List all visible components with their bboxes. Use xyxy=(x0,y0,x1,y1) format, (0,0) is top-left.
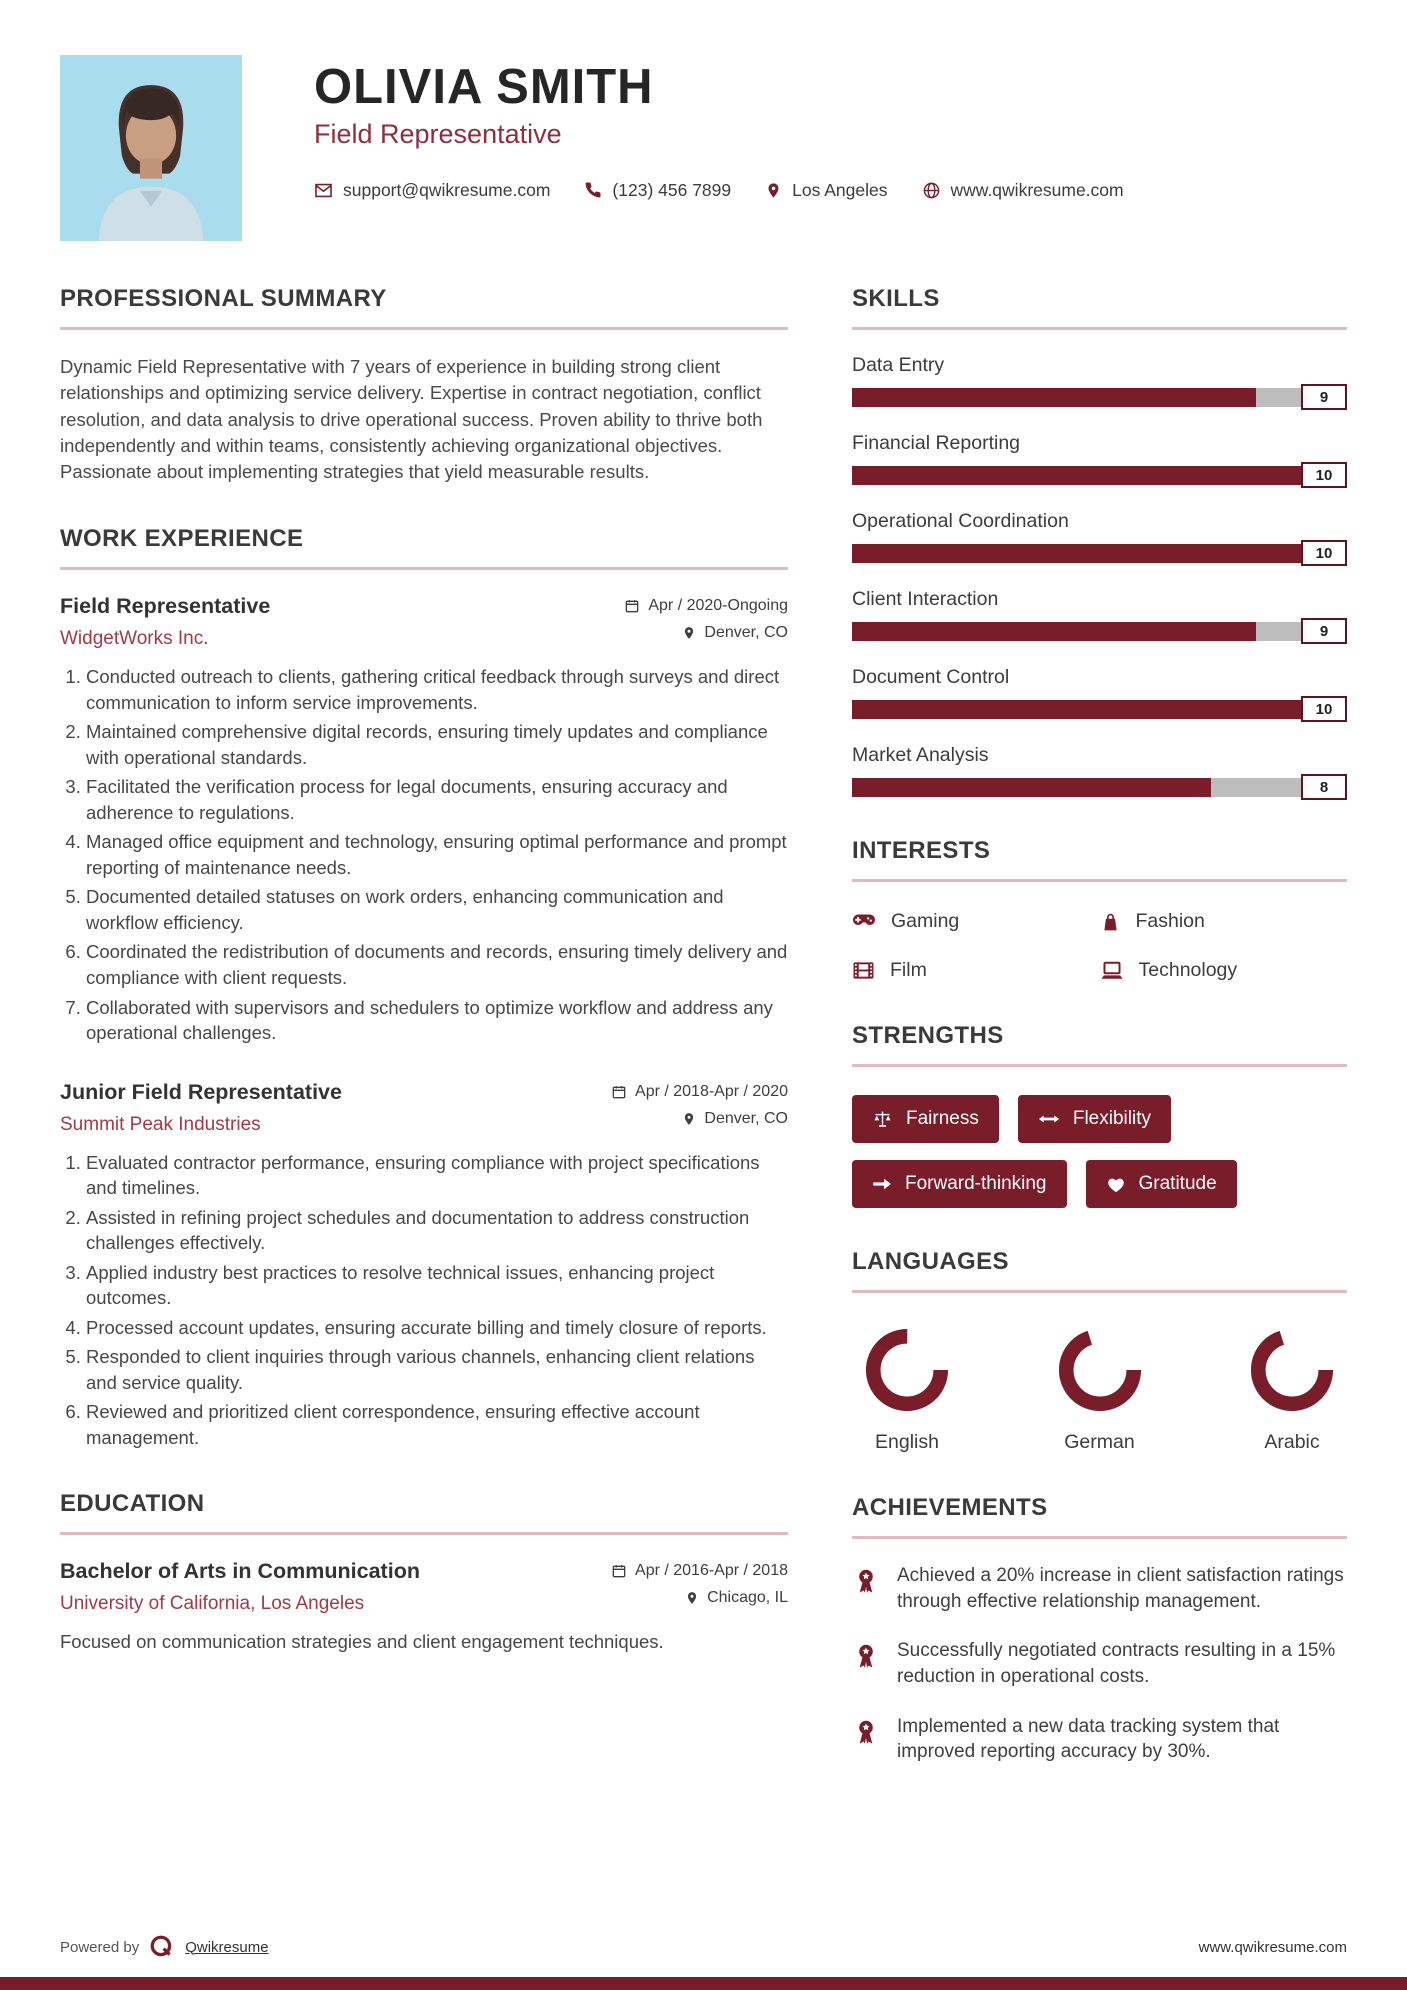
strength-gratitude xyxy=(1086,1160,1237,1208)
job-date xyxy=(624,597,788,615)
interest-technology xyxy=(1100,959,1348,982)
right-column xyxy=(852,285,1347,1805)
interest-gaming xyxy=(852,910,1100,933)
job-bullet: 7. Collaborated with supervisors and schedulers to optimize workflow and address any operational challenges. xyxy=(86,995,788,1046)
email-icon xyxy=(314,181,333,200)
job-title: Field Representative xyxy=(60,594,271,619)
job-bullet: 2. Maintained comprehensive digital records, ensuring timely updates and compliance with operational standards. xyxy=(86,719,788,770)
skill-fill xyxy=(852,778,1211,797)
skill-item xyxy=(852,666,1347,719)
languages-list xyxy=(852,1317,1347,1454)
qwikresume-brand-link[interactable]: Qwikresume xyxy=(185,1938,269,1956)
skill-bar xyxy=(852,388,1347,407)
achievement-text: Implemented a new data tracking system that improved reporting accuracy by 30%. xyxy=(897,1715,1280,1763)
skill-item xyxy=(852,510,1347,563)
job-bullet: 4. Managed office equipment and technology, ensuring optimal performance and prompt reporting of maintenance needs. xyxy=(86,829,788,880)
education-head xyxy=(60,1559,788,1615)
job-company: WidgetWorks Inc. xyxy=(60,628,209,650)
skill-item xyxy=(852,354,1347,407)
skill-fill xyxy=(852,622,1256,641)
left-column xyxy=(60,285,788,1805)
achievement-item xyxy=(852,1714,1347,1765)
interests-heading: INTERESTS xyxy=(852,837,1347,882)
laptop-icon xyxy=(1100,961,1124,981)
strength-flexibility xyxy=(1018,1095,1171,1143)
page-footer xyxy=(60,1934,1347,1960)
skill-score-badge: 9 xyxy=(1301,618,1347,644)
job-bullet: 3. Applied industry best practices to resolve technical issues, enhancing project outcomes. xyxy=(86,1260,788,1311)
skill-name: Data Entry xyxy=(852,354,945,376)
interest-fashion xyxy=(1100,910,1348,933)
achievements-heading: ACHIEVEMENTS xyxy=(852,1494,1347,1539)
language-item xyxy=(862,1325,952,1454)
languages-heading: LANGUAGES xyxy=(852,1248,1347,1293)
education-location-text: Chicago, IL xyxy=(707,1589,788,1607)
skill-track xyxy=(852,622,1301,641)
section-strengths xyxy=(852,1022,1347,1208)
qwikresume-logo-icon xyxy=(149,1934,175,1960)
section-education xyxy=(60,1490,788,1655)
scale-icon xyxy=(872,1109,893,1130)
education-school: University of California, Los Angeles xyxy=(60,1593,365,1615)
skill-name: Market Analysis xyxy=(852,744,989,766)
contact-location[interactable] xyxy=(765,180,887,201)
summary-heading: PROFESSIONAL SUMMARY xyxy=(60,285,788,330)
pin-icon xyxy=(682,1111,696,1127)
job-bullet-list xyxy=(60,664,788,1045)
section-work-experience xyxy=(60,525,788,1450)
language-gauge xyxy=(862,1325,952,1415)
medal-icon xyxy=(852,1716,880,1748)
section-professional-summary xyxy=(60,285,788,485)
powered-by-label: Powered by xyxy=(60,1938,140,1956)
skills-list xyxy=(852,354,1347,797)
arrow-right-icon xyxy=(872,1176,892,1192)
job-bullet: 1. Evaluated contractor performance, ensuring compliance with project specifications and timelines. xyxy=(86,1150,788,1201)
skill-name: Document Control xyxy=(852,666,1010,688)
achievement-text: Successfully negotiated contracts resulting in a 15% reduction in operational costs. xyxy=(897,1640,1336,1687)
contact-website[interactable] xyxy=(922,180,1124,201)
job-entry xyxy=(60,1080,788,1451)
interest-film xyxy=(852,959,1100,982)
language-item xyxy=(1055,1325,1145,1454)
film-icon xyxy=(852,961,875,980)
skill-bar xyxy=(852,622,1347,641)
strength-label: Gratitude xyxy=(1138,1173,1217,1194)
job-left xyxy=(60,1080,342,1136)
education-left xyxy=(60,1559,420,1615)
gamepad-icon xyxy=(852,913,876,931)
job-entry xyxy=(60,594,788,1045)
contact-row xyxy=(314,180,1158,201)
language-gauge xyxy=(1247,1325,1337,1415)
skill-track xyxy=(852,778,1301,797)
job-location xyxy=(682,1110,788,1128)
medal-icon xyxy=(852,1640,880,1672)
section-achievements xyxy=(852,1494,1347,1765)
interests-grid xyxy=(852,906,1347,982)
language-label: German xyxy=(1064,1431,1135,1453)
skills-heading: SKILLS xyxy=(852,285,1347,330)
job-bullet: 1. Conducted outreach to clients, gathering critical feedback through surveys and direct communication to inform service improvements. xyxy=(86,664,788,715)
job-head xyxy=(60,594,788,650)
contact-phone-text: (123) 456 7899 xyxy=(612,179,732,200)
skill-track xyxy=(852,388,1301,407)
job-location-text: Denver, CO xyxy=(704,624,788,642)
person-name: OLIVIA SMITH xyxy=(314,60,654,114)
education-description: Focused on communication strategies and client engagement techniques. xyxy=(60,1631,664,1653)
education-date-text: Apr / 2016-Apr / 2018 xyxy=(635,1562,788,1580)
job-left xyxy=(60,594,270,650)
resume-header xyxy=(60,55,1347,241)
section-interests xyxy=(852,837,1347,982)
globe-icon xyxy=(922,181,941,200)
education-heading: EDUCATION xyxy=(60,1490,788,1535)
skill-track xyxy=(852,544,1301,563)
education-degree: Bachelor of Arts in Communication xyxy=(60,1559,420,1584)
job-head xyxy=(60,1080,788,1136)
skill-name: Client Interaction xyxy=(852,588,999,610)
job-company: Summit Peak Industries xyxy=(60,1113,261,1135)
profile-photo xyxy=(60,55,242,241)
job-location-text: Denver, CO xyxy=(704,1109,788,1127)
strength-label: Forward-thinking xyxy=(905,1173,1047,1194)
pin-icon xyxy=(682,625,696,641)
education-right xyxy=(611,1559,788,1607)
skill-bar xyxy=(852,544,1347,563)
skill-fill xyxy=(852,544,1301,563)
strength-label: Fairness xyxy=(906,1108,979,1129)
contact-location-text: Los Angeles xyxy=(792,179,888,200)
interest-label: Fashion xyxy=(1135,910,1205,932)
job-right xyxy=(624,594,788,642)
person-job-title: Field Representative xyxy=(314,118,562,149)
heart-icon xyxy=(1106,1175,1126,1193)
job-location xyxy=(682,624,788,642)
achievement-item xyxy=(852,1563,1347,1614)
job-bullet: 5. Responded to client inquiries through various channels, enhancing client relations and service quality. xyxy=(86,1344,788,1395)
skill-bar xyxy=(852,466,1347,485)
job-bullet: 6. Reviewed and prioritized client correspondence, ensuring effective account management. xyxy=(86,1399,788,1450)
handbag-icon xyxy=(1100,911,1121,933)
job-bullet: 4. Processed account updates, ensuring accurate billing and timely closure of reports. xyxy=(86,1315,788,1341)
location-pin-icon xyxy=(765,181,782,200)
left-right-arrow-icon xyxy=(1038,1111,1060,1127)
strengths-list xyxy=(852,1091,1347,1208)
skill-score-badge: 9 xyxy=(1301,384,1347,410)
job-right xyxy=(611,1080,788,1128)
footer-accent-bar xyxy=(0,1977,1407,1990)
job-date xyxy=(611,1083,788,1101)
achievement-text: Achieved a 20% increase in client satisfaction ratings through effective relationship management. xyxy=(897,1565,1344,1612)
skill-bar xyxy=(852,778,1347,797)
interest-label: Film xyxy=(890,959,927,981)
skill-track xyxy=(852,466,1301,485)
phone-icon xyxy=(584,181,602,199)
contact-email-text: support@qwikresume.com xyxy=(343,179,551,200)
footer-website-link[interactable]: www.qwikresume.com xyxy=(1198,1938,1347,1956)
profile-photo-illustration xyxy=(60,55,242,241)
footer-branding xyxy=(60,1934,269,1960)
header-info xyxy=(314,55,1158,241)
skill-bar xyxy=(852,700,1347,719)
content-columns xyxy=(60,285,1347,1805)
job-date-text: Apr / 2018-Apr / 2020 xyxy=(635,1082,788,1100)
skill-fill xyxy=(852,466,1301,485)
section-skills xyxy=(852,285,1347,797)
strength-label: Flexibility xyxy=(1072,1108,1151,1129)
strength-forward-thinking xyxy=(852,1160,1067,1208)
contact-website-text: www.qwikresume.com xyxy=(950,179,1124,200)
pin-icon xyxy=(685,1590,699,1606)
job-bullet-list xyxy=(60,1150,788,1451)
skill-fill xyxy=(852,388,1256,407)
education-date xyxy=(611,1562,788,1580)
section-languages xyxy=(852,1248,1347,1454)
job-bullet: 6. Coordinated the redistribution of documents and records, ensuring timely delivery and compliance with client requests. xyxy=(86,939,788,990)
language-label: English xyxy=(875,1431,939,1453)
medal-icon xyxy=(852,1565,880,1597)
achievements-list xyxy=(852,1563,1347,1765)
summary-text: Dynamic Field Representative with 7 years of experience in building strong client relationships and optimizing service delivery. Expertise in contract negotiation, conflict resolution, and data analysis to drive operational success. Proven ability to thrive both independently and within teams, consistently achieving organizational objectives. Passionate about implementing strategies that yield measurable results. xyxy=(60,356,763,483)
strengths-heading: STRENGTHS xyxy=(852,1022,1347,1067)
calendar-icon xyxy=(611,1084,627,1100)
skill-score-badge: 10 xyxy=(1301,462,1347,488)
job-bullet: 5. Documented detailed statuses on work orders, enhancing communication and workflow efficiency. xyxy=(86,884,788,935)
language-gauge xyxy=(1055,1325,1145,1415)
skill-score-badge: 8 xyxy=(1301,774,1347,800)
language-item xyxy=(1247,1325,1337,1454)
skill-fill xyxy=(852,700,1301,719)
skill-name: Operational Coordination xyxy=(852,510,1069,532)
skill-track xyxy=(852,700,1301,719)
job-date-text: Apr / 2020-Ongoing xyxy=(648,597,788,615)
interest-label: Technology xyxy=(1138,959,1238,981)
job-title: Junior Field Representative xyxy=(60,1079,342,1104)
strength-fairness xyxy=(852,1095,999,1143)
language-label: Arabic xyxy=(1264,1431,1320,1453)
calendar-icon xyxy=(611,1563,627,1579)
skill-name: Financial Reporting xyxy=(852,432,1021,454)
achievement-item xyxy=(852,1638,1347,1689)
skill-item xyxy=(852,744,1347,797)
skill-score-badge: 10 xyxy=(1301,696,1347,722)
contact-phone[interactable] xyxy=(584,180,731,201)
skill-score-badge: 10 xyxy=(1301,540,1347,566)
work-heading: WORK EXPERIENCE xyxy=(60,525,788,570)
education-entry xyxy=(60,1559,788,1655)
job-bullet: 2. Assisted in refining project schedules and documentation to address construction challenges effectively. xyxy=(86,1205,788,1256)
education-location xyxy=(685,1589,788,1607)
skill-item xyxy=(852,432,1347,485)
contact-email[interactable] xyxy=(314,180,550,201)
skill-item xyxy=(852,588,1347,641)
job-bullet: 3. Facilitated the verification process for legal documents, ensuring accuracy and adherence to regulations. xyxy=(86,774,788,825)
calendar-icon xyxy=(624,598,640,614)
interest-label: Gaming xyxy=(891,910,960,932)
